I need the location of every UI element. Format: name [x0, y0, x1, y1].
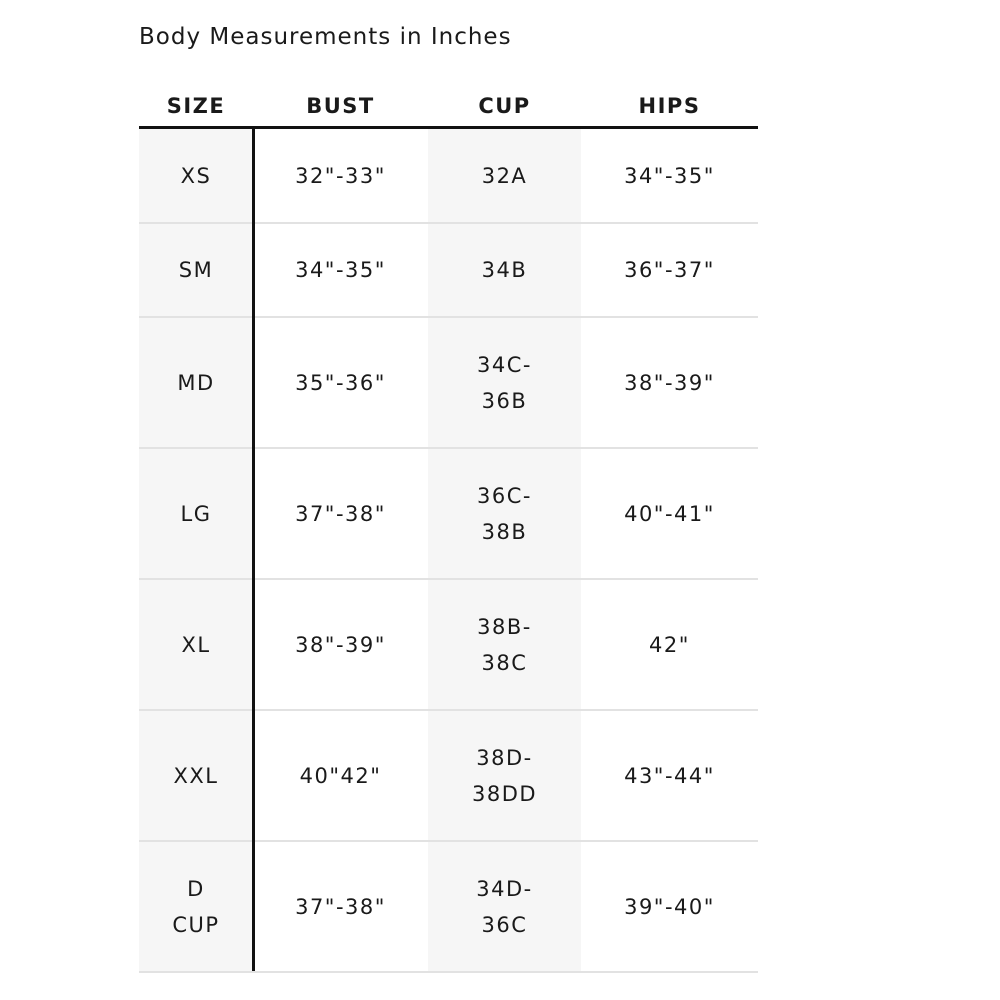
cup-cell: 36C- 38B: [477, 483, 532, 544]
size-cell: D CUP: [172, 876, 220, 937]
cup-cell: 38B- 38C: [477, 614, 532, 675]
cup-cell: 34C- 36B: [477, 352, 532, 413]
size-cell: XL: [181, 632, 211, 657]
table-row: [139, 224, 758, 318]
header-hips: HIPS: [638, 94, 701, 118]
bust-cell: 32"-33": [295, 163, 386, 188]
bust-cell: 37"-38": [295, 501, 386, 526]
hips-cell: 34"-35": [624, 163, 715, 188]
bust-cell: 34"-35": [295, 258, 386, 282]
bust-cell: 35"-36": [295, 370, 386, 395]
hips-cell: 42": [649, 632, 690, 657]
size-chart-table: [139, 86, 758, 971]
size-cell: MD: [177, 370, 215, 395]
size-cell: XS: [180, 163, 212, 188]
hips-cell: 36"-37": [624, 258, 715, 282]
header-size: SIZE: [166, 94, 226, 118]
bust-cell: 38"-39": [295, 632, 386, 657]
hips-cell: 39"-40": [624, 894, 715, 919]
table-row: [139, 711, 758, 842]
table-row: [139, 580, 758, 711]
size-cell: LG: [180, 501, 212, 526]
table-row: [139, 449, 758, 580]
size-column-divider: [252, 126, 255, 971]
table-row: [139, 318, 758, 449]
header-bust: BUST: [306, 94, 375, 118]
cup-cell: 34B: [481, 258, 528, 282]
cup-cell: 34D- 36C: [476, 876, 533, 937]
cup-cell: 32A: [481, 163, 528, 188]
hips-cell: 38"-39": [624, 370, 715, 395]
table-row: [139, 842, 758, 973]
page-title: Body Measurements in Inches: [139, 24, 512, 50]
hips-cell: 40"-41": [624, 501, 715, 526]
hips-cell: 43"-44": [624, 763, 715, 788]
table-body: [139, 129, 758, 971]
bust-cell: 37"-38": [295, 894, 386, 919]
header-cup: CUP: [478, 94, 531, 118]
table-header-row: [139, 86, 758, 129]
table-row: [139, 129, 758, 224]
size-cell: XXL: [173, 763, 219, 788]
size-cell: SM: [178, 258, 214, 282]
cup-cell: 38D- 38DD: [471, 745, 538, 806]
bust-cell: 40"42": [299, 763, 382, 788]
